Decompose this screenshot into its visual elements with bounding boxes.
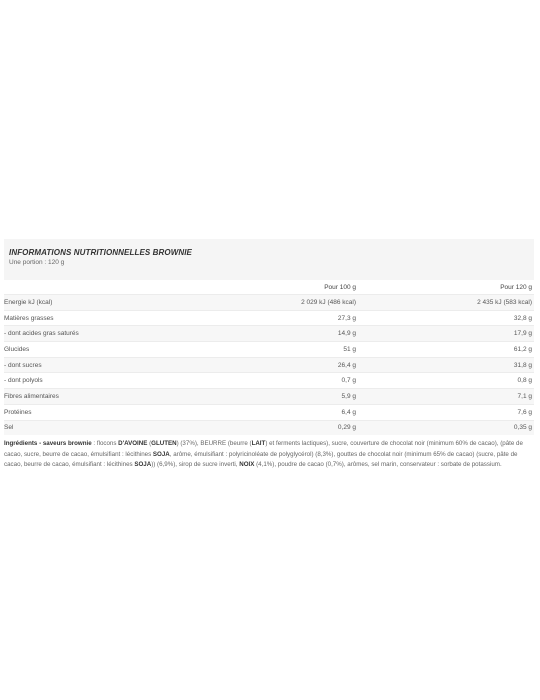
value-per-100g: 2 029 kJ (486 kcal)	[301, 298, 356, 306]
ingredient-text: )) (6,9%), sirop de sucre inverti,	[151, 461, 240, 469]
nutrient-label: - dont acides gras saturés	[4, 330, 79, 338]
allergen-text: SOJA	[134, 461, 152, 469]
nutrient-label: Sel	[4, 424, 14, 432]
value-per-120g: 0,8 g	[517, 377, 532, 385]
value-per-120g: 61,2 g	[513, 345, 532, 353]
value-per-100g: 26,4 g	[337, 361, 356, 369]
value-per-100g: 27,3 g	[337, 314, 356, 322]
nutrient-label: Glucides	[4, 345, 30, 353]
value-per-100g: 14,9 g	[337, 330, 356, 338]
allergen-text: GLUTEN	[151, 440, 177, 448]
nutrient-label: Energie kJ (kcal)	[4, 298, 53, 306]
table-header-row	[4, 280, 534, 295]
value-per-100g: 0,7 g	[341, 377, 356, 385]
value-per-120g: 17,9 g	[513, 330, 532, 338]
table-row	[4, 295, 534, 311]
nutrition-header	[4, 239, 534, 280]
ingredient-text: ) (37%), BEURRE (beurre (	[176, 440, 252, 448]
allergen-text: D'AVOINE	[118, 440, 148, 448]
allergen-text: NOIX	[239, 461, 255, 469]
nutrient-label: - dont polyols	[4, 377, 43, 385]
table-row	[4, 358, 534, 374]
ingredient-text: (	[147, 440, 152, 448]
allergen-text: SOJA	[152, 450, 170, 458]
table-row	[4, 373, 534, 389]
ingredient-text: (4,1%), poudre de cacao (0,7%), arômes, sel marin, conservateur : sorbate de potassium.	[254, 461, 502, 469]
table-row	[4, 389, 534, 405]
value-per-120g: 31,8 g	[513, 361, 532, 369]
table-row	[4, 342, 534, 358]
ingredient-text: , arôme, émulsifiant : polyricinoléate de polyglycérol) (8,3%), gouttes de chocolat noir (minimum 65% de cacao) (sucre, pâte de cacao, beurre de cacao, émulsifiant : lécithines	[4, 450, 518, 469]
value-per-120g: 7,6 g	[517, 408, 532, 416]
value-per-100g: 6,4 g	[341, 408, 356, 416]
table-row	[4, 326, 534, 342]
nutrient-label: - dont sucres	[4, 361, 42, 369]
nutrient-label: Protéines	[4, 408, 32, 416]
value-per-120g: 0,35 g	[513, 424, 532, 432]
value-per-120g: 32,8 g	[513, 314, 532, 322]
value-per-100g: 5,9 g	[341, 392, 356, 400]
table-row	[4, 311, 534, 327]
ingredients-text	[4, 439, 534, 471]
nutrition-table	[4, 280, 534, 435]
serving-size: Une portion : 120 g	[9, 259, 65, 266]
nutrient-label: Fibres alimentaires	[4, 392, 59, 400]
value-per-100g: 0,29 g	[337, 424, 356, 432]
value-per-120g: 2 435 kJ (583 kcal)	[477, 298, 532, 306]
ingredient-text: ) et ferments lactiques), sucre, couverture de chocolat noir (minimum 60% de cacao), (pâte de cacao, sucre, beurre de cacao, émulsifiant : lécithines	[4, 440, 523, 458]
value-per-100g: 51 g	[343, 345, 356, 353]
table-row	[4, 405, 534, 421]
ingredient-text: : flocons	[91, 440, 119, 448]
column-header-per-100g: Pour 100 g	[324, 283, 356, 291]
nutrition-panel	[0, 239, 540, 471]
nutrient-label: Matières grasses	[4, 314, 54, 322]
ingredients-label: Ingrédients - saveurs brownie	[4, 440, 92, 448]
table-row	[4, 421, 534, 436]
nutrition-title: INFORMATIONS NUTRITIONNELLES BROWNIE	[9, 248, 192, 257]
value-per-120g: 7,1 g	[517, 392, 532, 400]
column-header-per-120g: Pour 120 g	[500, 283, 532, 291]
allergen-text: LAIT	[251, 440, 266, 448]
